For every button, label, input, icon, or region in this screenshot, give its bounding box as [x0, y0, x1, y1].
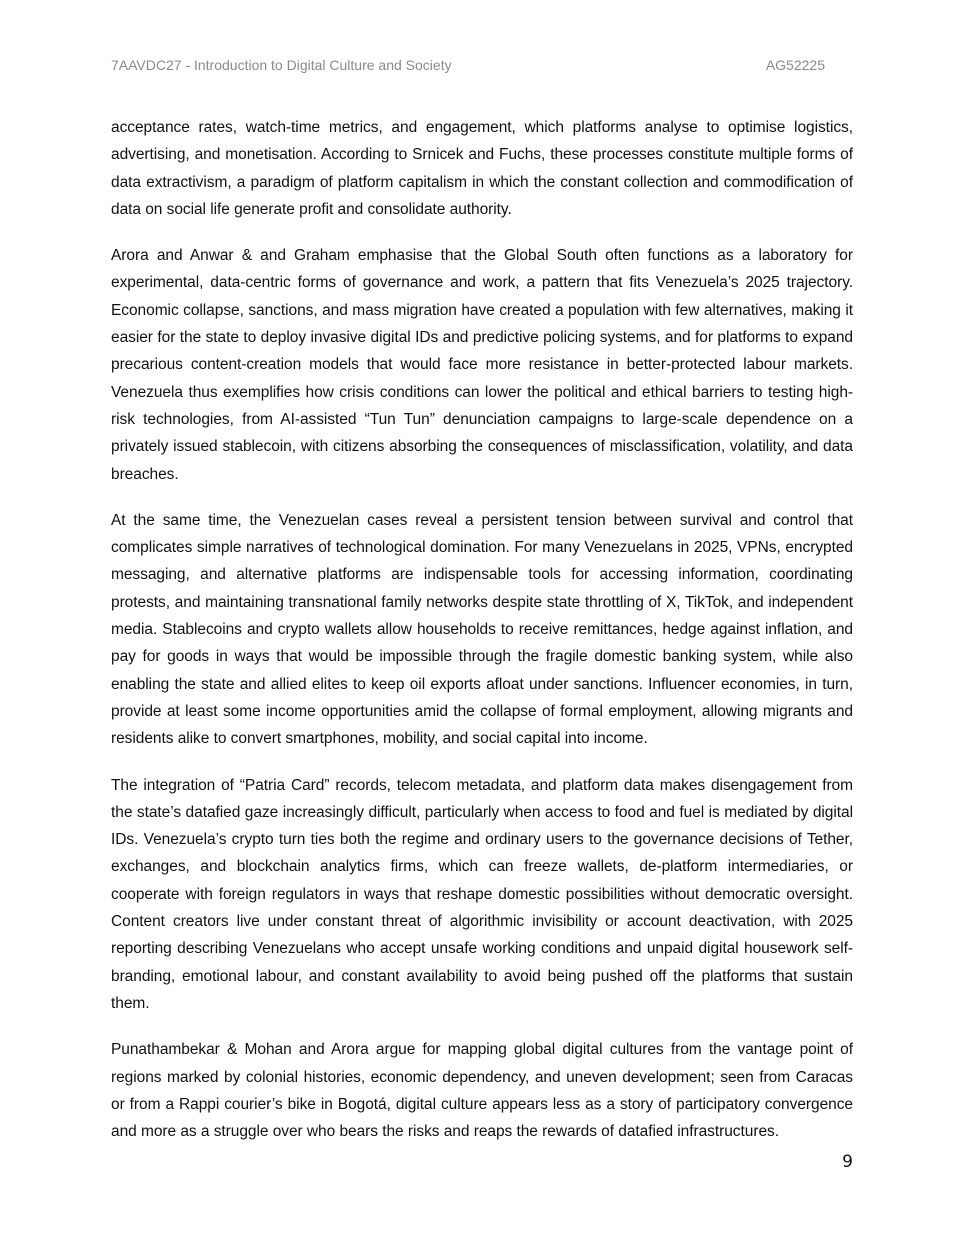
paragraph-5: Punathambekar & Mohan and Arora argue for mapping global digital cultures from the vantage point of regions marked by colonial histories, economic dependency, and uneven development; seen from Caracas or from a Rappi courier’s bike in Bogotá, digital culture appears less as a story of participatory convergence and more as a struggle over who bears the risks and reaps the rewards of datafied infrastructures. [111, 1041, 853, 1141]
paragraph-2: Arora and Anwar & and Graham emphasise that the Global South often functions as a laboratory for experimental, data-centric forms of governance and work, a pattern that fits Venezuela’s 2025 trajectory. Economic collapse, sanctions, and mass migration have created a population with few alternatives, making it easier for the state to deploy invasive digital IDs and predictive policing systems, and for platforms to expand precarious content-creation models that would face more resistance in better-protected labour markets. Venezuela thus exemplifies how crisis conditions can lower the political and ethical barriers to testing high-risk technologies, from AI-assisted “Tun Tun” denunciation campaigns to large-scale dependence on a privately issued stablecoin, with citizens absorbing the consequences of misclassification, volatility, and data breaches. [111, 247, 853, 483]
page-header [111, 57, 825, 77]
page-number: 9 [842, 1152, 853, 1172]
paragraph-4: The integration of “Patria Card” records, telecom metadata, and platform data makes disengagement from the state’s datafied gaze increasingly difficult, particularly when access to food and fuel is mediated by digital IDs. Venezuela’s crypto turn ties both the regime and ordinary users to the governance decisions of Tether, exchanges, and blockchain analytics firms, which can freeze wallets, de-platform intermediaries, or cooperate with foreign regulators in ways that reshape domestic possibilities without democratic oversight. Content creators live under constant threat of algorithmic invisibility or account deactivation, with 2025 reporting describing Venezuelans who accept unsafe working conditions and unpaid digital housework self-branding, emotional labour, and constant availability to avoid being pushed off the platforms that sustain them. [111, 776, 853, 1012]
body-text [111, 114, 853, 1164]
student-id: AG52225 [765, 57, 825, 73]
paragraph-3: At the same time, the Venezuelan cases reveal a persistent tension between survival and control that complicates simple narratives of technological domination. For many Venezuelans in 2025, VPNs, encrypted messaging, and alternative platforms are indispensable tools for accessing information, coordinating protests, and maintaining transnational family networks despite state throttling of X, TikTok, and independent media. Stablecoins and crypto wallets allow households to receive remittances, hedge against inflation, and pay for goods in ways that would be impossible through the fragile domestic banking system, while also enabling the state and allied elites to keep oil exports afloat under sanctions. Influencer economies, in turn, provide at least some income opportunities amid the collapse of formal employment, allowing migrants and residents alike to convert smartphones, mobility, and social capital into income. [111, 511, 853, 748]
paragraph-1: acceptance rates, watch-time metrics, and engagement, which platforms analyse to optimise logistics, advertising, and monetisation. According to Srnicek and Fuchs, these processes constitute multiple forms of data extractivism, a paradigm of platform capitalism in which the constant collection and commodification of data on social life generate profit and consolidate authority. [111, 119, 853, 218]
course-title: 7AAVDC27 - Introduction to Digital Culture and Society [111, 57, 452, 73]
